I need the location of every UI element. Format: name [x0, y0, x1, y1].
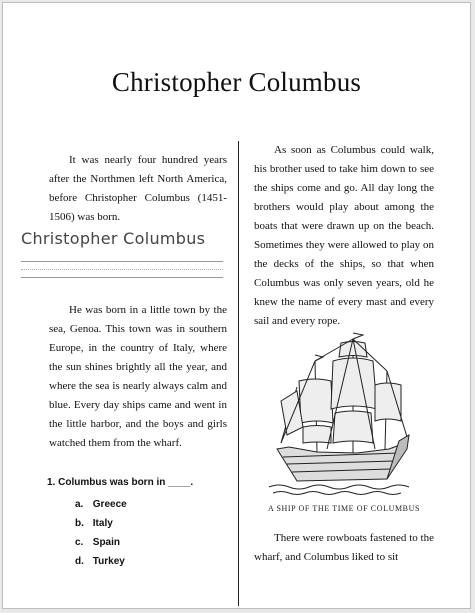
worksheet-page — [2, 2, 471, 609]
handwriting-midline — [21, 269, 223, 270]
handwriting-bottomline — [21, 277, 223, 278]
page-title: Christopher Columbus — [111, 67, 362, 97]
illustration-caption: A SHIP OF THE TIME OF COLUMBUS — [267, 504, 421, 513]
quiz-question — [47, 477, 193, 571]
handwriting-baseline — [21, 261, 223, 262]
left-paragraph-2: He was born in a little town by the sea, Genoa. This town was in southern Europe, in the country of Italy, where the sun shines brightly all the year, and where the sea is nearly always calm and blue. Every day ships came and went in the little harbor, and the boys and girls watched them from the wharf. — [49, 304, 227, 449]
tracing-word: Christopher Columbus — [21, 229, 206, 248]
answer-option-a[interactable]: a. Greece — [75, 499, 127, 510]
right-paragraph-2: There were rowboats fastened to the wharf, and Columbus liked to sit — [254, 532, 434, 563]
left-paragraph-1: It was nearly four hundred years after the Northmen left North America, before Christopher Columbus (1451-1506) was born. — [49, 154, 227, 223]
column-divider — [238, 141, 239, 606]
sailing-ship-illustration — [267, 331, 417, 499]
question-text: 1. Columbus was born in ____. — [47, 477, 194, 488]
right-paragraph-1: As soon as Columbus could walk, his brother used to take him down to see the ships come and go. All day long the brothers would play about among the boats that were drawn up on the beach. Sometimes they were allowed to play on the decks of the ships, so that when Columbus was only seven years, old he knew the name of every mast and every sail and every rope. — [254, 144, 434, 327]
handwriting-tracing-box — [21, 229, 223, 275]
answer-option-d[interactable]: d. Turkey — [75, 556, 125, 567]
answer-option-c[interactable]: c. Spain — [75, 537, 121, 548]
answer-option-b[interactable]: b. Italy — [75, 518, 113, 529]
